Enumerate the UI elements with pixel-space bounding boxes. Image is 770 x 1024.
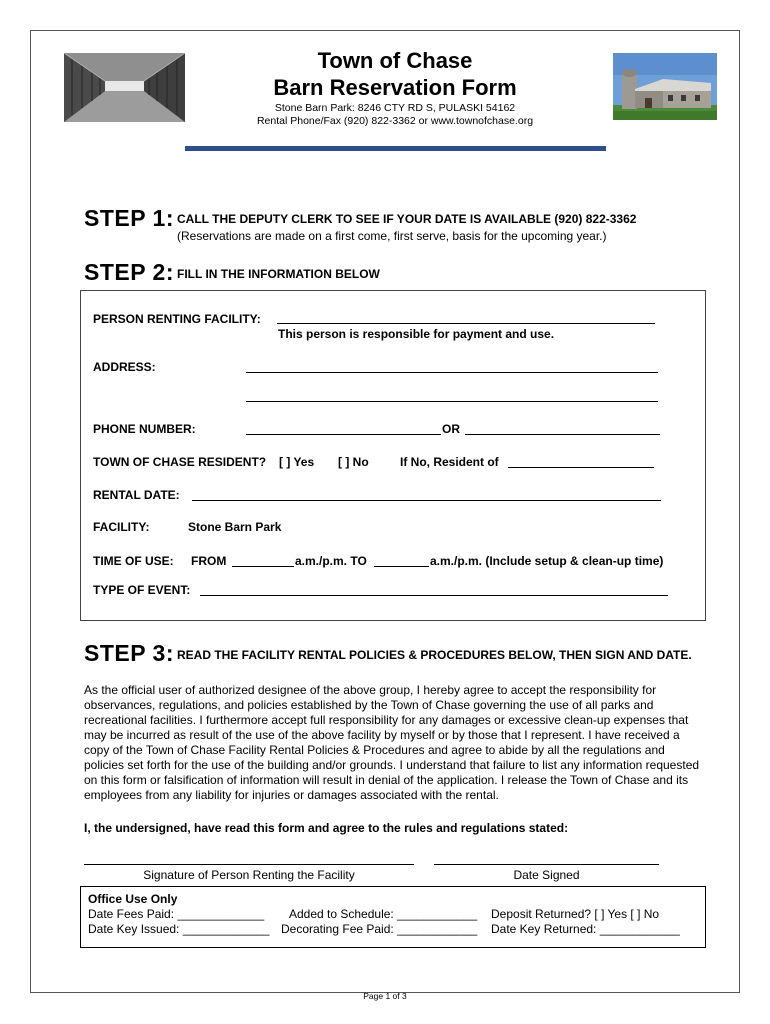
page-number: Page 1 of 3	[363, 991, 407, 1001]
facility-value: Stone Barn Park	[188, 520, 282, 534]
phone-label: PHONE NUMBER:	[93, 422, 196, 436]
address-label: ADDRESS:	[93, 360, 156, 374]
signature-line[interactable]	[84, 864, 414, 865]
person-renting-line[interactable]	[277, 323, 655, 324]
phone-line-1[interactable]	[246, 434, 441, 435]
facility-label: FACILITY:	[93, 520, 150, 534]
barn-interior-photo	[64, 53, 185, 122]
time-of-use-label: TIME OF USE:	[93, 554, 174, 568]
time-to-label: a.m./p.m. TO	[295, 554, 367, 568]
rental-date-label: RENTAL DATE:	[93, 488, 180, 502]
time-from-line[interactable]	[232, 566, 294, 567]
decorating-fee-field[interactable]: Decorating Fee Paid: ____________	[281, 922, 478, 936]
rental-date-line[interactable]	[192, 500, 661, 501]
time-to-line[interactable]	[374, 566, 429, 567]
park-address: Stone Barn Park: 8246 CTY RD S, PULASKI 54162	[274, 102, 516, 114]
phone-or: OR	[442, 422, 460, 436]
date-fees-paid-field[interactable]: Date Fees Paid: _____________	[88, 907, 265, 921]
time-end-note: a.m./p.m. (Include setup & clean-up time)	[430, 554, 664, 568]
resident-label: TOWN OF CHASE RESIDENT?	[93, 455, 267, 469]
step1-instruction: CALL THE DEPUTY CLERK TO SEE IF YOUR DATE IS AVAILABLE (920) 822-3362	[177, 212, 637, 226]
office-use-title: Office Use Only	[88, 892, 178, 906]
date-key-returned-field[interactable]: Date Key Returned: ____________	[491, 922, 680, 936]
resident-no-checkbox[interactable]: [ ] No	[338, 455, 369, 469]
resident-yes-checkbox[interactable]: [ ] Yes	[279, 455, 315, 469]
step3-label: STEP 3:	[84, 640, 174, 666]
form-title-line2: Barn Reservation Form	[273, 75, 517, 100]
resident-if-no-label: If No, Resident of	[400, 455, 499, 469]
step1-label: STEP 1:	[84, 205, 174, 231]
signature-caption: Signature of Person Renting the Facility	[143, 868, 355, 882]
step3-instruction: READ THE FACILITY RENTAL POLICIES & PROCEDURES BELOW, THEN SIGN AND DATE.	[177, 648, 692, 662]
rental-contact: Rental Phone/Fax (920) 822-3362 or www.townofchase.org	[256, 115, 534, 127]
address-line-2[interactable]	[246, 401, 658, 402]
event-type-line[interactable]	[200, 595, 668, 596]
header-divider	[185, 146, 606, 151]
phone-line-2[interactable]	[465, 434, 660, 435]
date-key-issued-field[interactable]: Date Key Issued: _____________	[88, 922, 270, 936]
time-from-label: FROM	[191, 554, 227, 568]
date-signed-caption: Date Signed	[513, 868, 580, 882]
step1-note: (Reservations are made on a first come, first serve, basis for the upcoming year.)	[177, 229, 607, 243]
form-title-line1: Town of Chase	[317, 48, 473, 73]
step2-label: STEP 2:	[84, 259, 174, 285]
step2-instruction: FILL IN THE INFORMATION BELOW	[177, 267, 380, 281]
date-signed-line[interactable]	[434, 864, 659, 865]
stone-barn-photo	[613, 53, 717, 120]
person-renting-note: This person is responsible for payment and use.	[278, 327, 555, 341]
person-renting-label: PERSON RENTING FACILITY:	[93, 312, 261, 326]
deposit-returned-field[interactable]: Deposit Returned? [ ] Yes [ ] No	[491, 907, 660, 921]
policy-paragraph: As the official user of authorized designee of the above group, I hereby agree to accept the responsibility for observances, regulations, and policies established by the Town of Chase governing the use of all parks and recreational facilities. I furthermore accept full responsibility for any damages or excessive clean-up expenses that may be incurred as result of the use of the above facility by myself or by those that I represent. I have received a copy of the Town of Chase Facility Rental Policies & Procedures and agree to abide by all the regulations and policies set forth for the use of the building and/or grounds. I understand that failure to list any information requested on this form or falsification of information will result in denial of the application. I release the Town of Chase and its employees from any liability for injuries or damages associated with the rental.	[84, 683, 700, 802]
address-line-1[interactable]	[246, 372, 658, 373]
undersigned-statement: I, the undersigned, have read this form and agree to the rules and regulations stated:	[84, 821, 569, 835]
event-type-label: TYPE OF EVENT:	[93, 583, 191, 597]
added-to-schedule-field[interactable]: Added to Schedule: ____________	[289, 907, 478, 921]
resident-of-line[interactable]	[508, 467, 654, 468]
